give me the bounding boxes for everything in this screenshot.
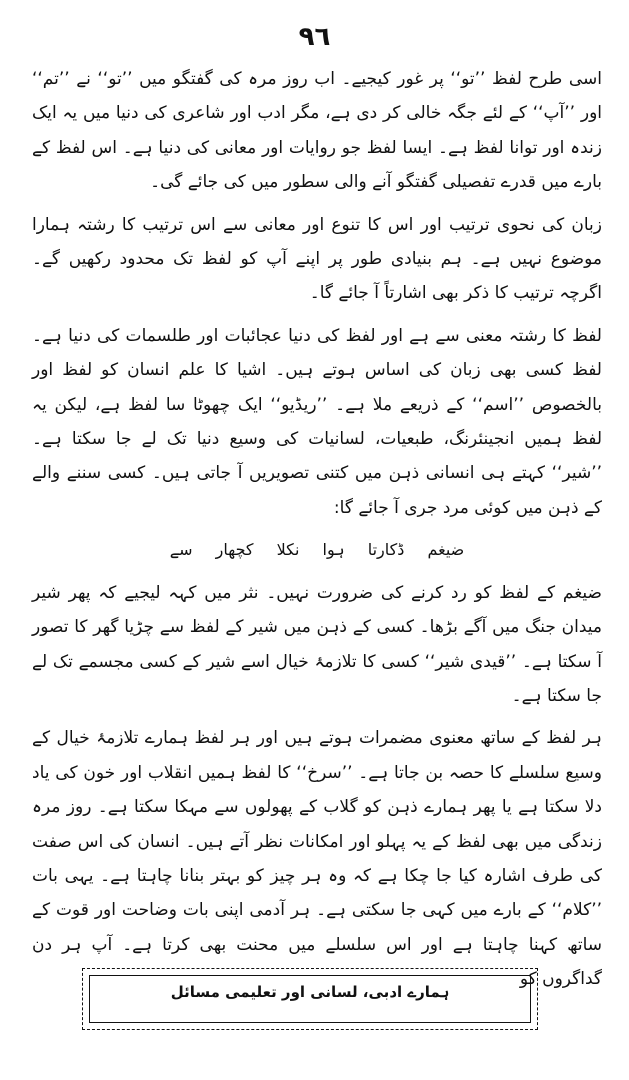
footer-title: ہمارے ادبی، لسانی اور تعلیمی مسائل: [170, 983, 450, 1001]
paragraph: زبان کی نحوی ترتیب اور اس کا تنوع اور معانی سے اس ترتیب کا رشتہ ہمارا موضوع نہیں ہے۔ ہم بنیادی طور پر اپنے آپ کو لفظ تک محدود رکھیں گے۔ اگرچہ ترتیب کا ذکر بھی اشارتاً آ جائے گا۔: [32, 214, 602, 304]
body-text: [32, 62, 602, 1005]
paragraph: اسی طرح لفظ ’’تو‘‘ پر غور کیجیے۔ اب روز مرہ کی گفتگو میں ’’تو‘‘ نے ’’تم‘‘ اور ’’آپ‘‘ کے لئے جگہ خالی کر دی ہے، مگر ادب اور شاعری کی دنیا میں یہ ایک زندہ اور توانا لفظ ہے۔ ایسا لفظ جو روایات اور معانی کی دنیا ہے۔ اس لفظ کے بارے میں قدرے تفصیلی گفتگو آنے والی سطور میں کی جائے گی۔: [32, 69, 602, 193]
page-number: ٩٦: [298, 22, 331, 52]
paragraph: ہر لفظ کے ساتھ معنوی مضمرات ہوتے ہیں اور ہر لفظ ہمارے تلازمۂ خیال کے وسیع سلسلے کا حصہ بن جاتا ہے۔ ’’سرخ‘‘ کا لفظ ہمیں انقلاب اور خون کی یاد دلا سکتا ہے یا پھر ہمارے ذہن کو گلاب کے پھولوں سے مہکا سکتا ہے۔ روز مرہ زندگی میں بھی لفظ کے یہ پہلو اور امکانات نظر آتے ہیں۔ انسان کی اس صفت کی طرف اشارہ کیا جا چکا ہے کہ وہ ہر چیز کو بہتر بنانا چاہتا ہے۔ یہی بات ’’کلام‘‘ کے بارے میں کہی جا سکتی ہے۔ ہر آدمی اپنی بات وضاحت اور قوت کے ساتھ کہنا چاہتا ہے اور اس سلسلے میں محنت بھی کرتا ہے۔ آپ ہر دن گداگروں کو: [32, 728, 602, 990]
paragraph: لفظ کا رشتہ معنی سے ہے اور لفظ کی دنیا عجائبات اور طلسمات کی دنیا ہے۔ لفظ کسی بھی زبان کی اساس ہوتے ہیں۔ اشیا کا علم انسان کو لفظ اور بالخصوص ’’اسم‘‘ کے ذریعے ملا ہے۔ ’’ریڈیو‘‘ ایک چھوٹا سا لفظ ہے، لیکن یہ لفظ ہمیں انجینئرنگ، طبعیات، لسانیات کی وسیع دنیا تک لے جا سکتا ہے۔ ’’شیر‘‘ کہتے ہی انسانی ذہن میں کتنی تصویریں آ جاتی ہیں۔ کسی سننے والے کے ذہن میں کوئی مرد جری آ جائے گا:: [32, 325, 602, 518]
footer-frame: [82, 968, 538, 1030]
verse-line: ضیغم ڈکارتا ہوا نکلا کچھار سے: [169, 540, 465, 560]
paragraph: ضیغم کے لفظ کو رد کرنے کی ضرورت نہیں۔ نثر میں کہہ لیجیے کہ پھر شیر میدان جنگ میں آگے بڑھا۔ کسی کے ذہن میں شیر کے لفظ سے چڑیا گھر کا تصور آ سکتا ہے۔ ’’قیدی شیر‘‘ کسی کا تلازمۂ خیال اسے شیر کے کسی مجسمے تک لے جا سکتا ہے۔: [32, 582, 602, 706]
